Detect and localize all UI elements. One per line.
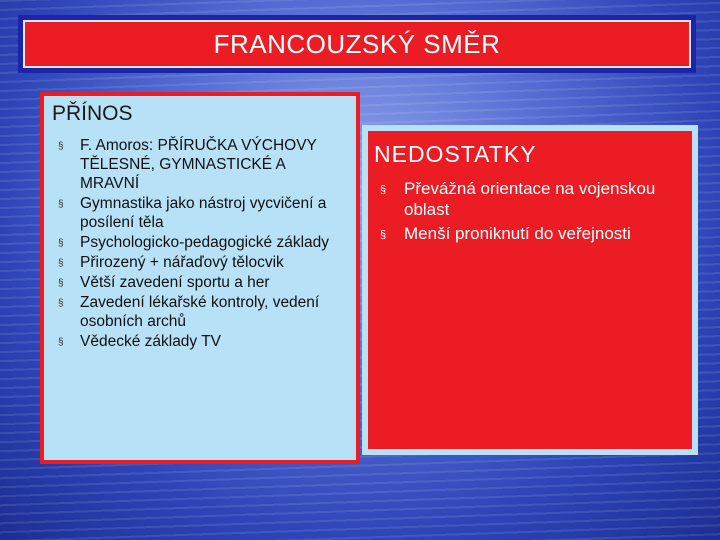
title-banner <box>23 20 691 68</box>
bullet-icon: § <box>58 298 64 309</box>
bullet-icon: § <box>380 229 387 241</box>
benefits-list <box>52 136 348 351</box>
benefits-panel <box>40 92 360 464</box>
benefits-heading: PŘÍNOS <box>52 102 133 125</box>
drawbacks-heading: NEDOSTATKY <box>374 141 537 167</box>
benefits-panel-body <box>44 96 356 460</box>
list-item: § Gymnastika jako nástroj vycvičení a posílení těla <box>58 195 327 231</box>
bullet-icon: § <box>58 258 64 269</box>
bullet-icon: § <box>380 184 387 196</box>
bullet-icon: § <box>58 278 64 289</box>
list-item: § F. Amoros: PŘÍRUČKA VÝCHOVY TĚLESNÉ, GYMNASTICKÉ A MRAVNÍ <box>58 137 317 192</box>
list-item: § Menší proniknutí do veřejnosti <box>374 223 684 244</box>
bullet-icon: § <box>58 199 64 210</box>
list-item: § Vědecké základy TV <box>58 333 222 350</box>
bullet-icon: § <box>58 238 64 249</box>
list-item: § Zavedení lékařské kontroly, vedení osobních archů <box>58 294 320 330</box>
bullet-icon: § <box>58 141 64 152</box>
list-item: § Převážná orientace na vojenskou oblast <box>380 179 656 219</box>
drawbacks-panel-body <box>368 131 692 449</box>
list-item: § Větší zavedení sportu a her <box>58 274 270 291</box>
list-item: § Přirozený + nářaďový tělocvik <box>58 254 284 271</box>
slide-title: FRANCOUZSKÝ SMĚR <box>213 28 501 59</box>
bullet-icon: § <box>58 337 64 348</box>
list-item: § Psychologicko-pedagogické základy <box>58 234 330 251</box>
title-frame <box>18 15 696 73</box>
drawbacks-list <box>374 178 684 244</box>
drawbacks-panel <box>362 125 698 455</box>
